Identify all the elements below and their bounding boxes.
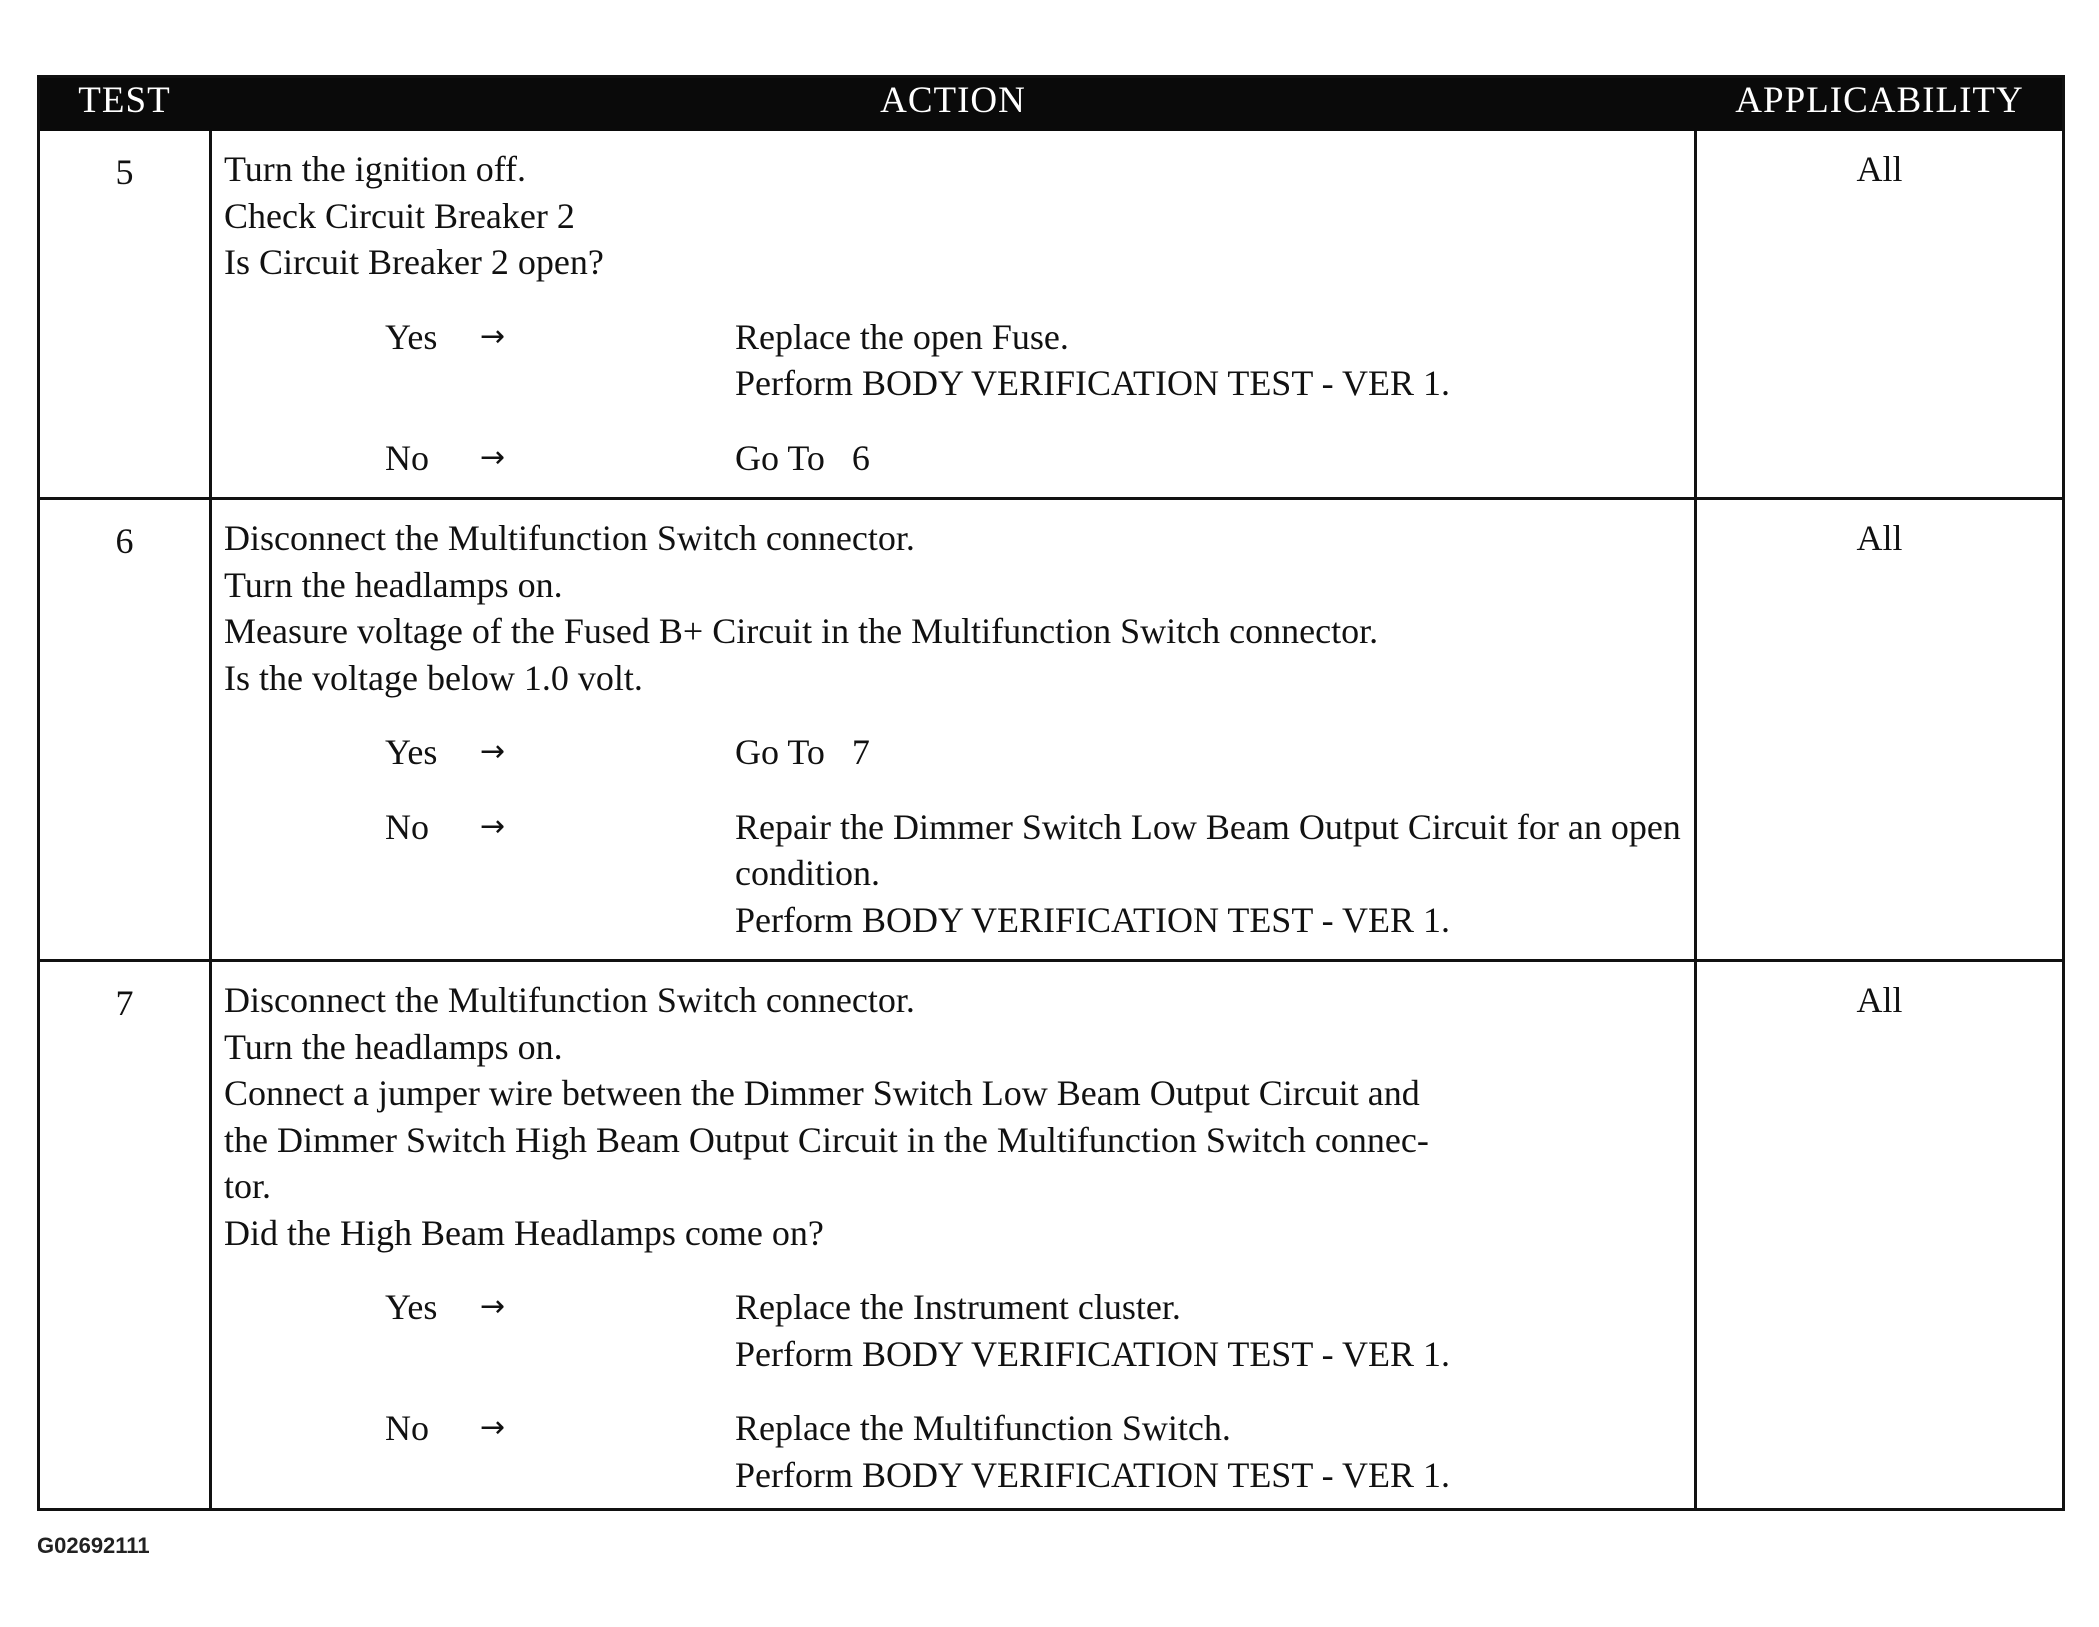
header-action: ACTION (880, 80, 1026, 121)
right-arrow-icon: → (480, 439, 506, 475)
no-branch (224, 804, 1686, 944)
yes-label: Yes (385, 732, 438, 772)
action-step: Turn the headlamps on. (224, 564, 563, 605)
action-cell (224, 977, 1686, 1498)
action-step: Check Circuit Breaker 2 (224, 195, 575, 236)
yes-result: Replace the Instrument cluster. (735, 1287, 1181, 1327)
action-step: Disconnect the Multifunction Switch connector. (224, 980, 915, 1020)
yes-result: Perform BODY VERIFICATION TEST - VER 1. (735, 1333, 1451, 1374)
no-label: No (385, 806, 429, 847)
table-row-test-7 (40, 962, 2062, 1508)
table-row-test-6 (40, 500, 2062, 962)
yes-result: Perform BODY VERIFICATION TEST - VER 1. (735, 363, 1451, 403)
action-step: Connect a jumper wire between the Dimmer Switch Low Beam Output Circuit and (224, 1073, 1420, 1113)
action-step: Measure voltage of the Fused B+ Circuit in the Multifunction Switch connector. (224, 611, 1379, 651)
no-label: No (385, 437, 429, 478)
test-number: 5 (115, 152, 134, 192)
no-result: Replace the Multifunction Switch. (735, 1408, 1231, 1448)
action-step: the Dimmer Switch High Beam Output Circuit in the Multifunction Switch connec- (224, 1119, 1429, 1160)
diagnostic-test-table (37, 75, 2065, 1511)
no-result: Perform BODY VERIFICATION TEST - VER 1. (735, 899, 1451, 940)
no-result: Repair the Dimmer Switch Low Beam Output Circuit for an open (735, 806, 1681, 847)
yes-result: Go To 7 (735, 732, 870, 772)
test-number: 6 (115, 521, 134, 561)
no-result: condition. (735, 853, 880, 893)
action-step: Did the High Beam Headlamps come on? (224, 1212, 824, 1253)
right-arrow-icon: → (480, 318, 506, 354)
action-step: Is Circuit Breaker 2 open? (224, 242, 604, 282)
yes-branch (224, 729, 1686, 776)
action-step: Disconnect the Multifunction Switch connector. (224, 518, 915, 558)
right-arrow-icon: → (480, 734, 506, 769)
action-cell (224, 146, 1686, 481)
action-cell (224, 515, 1686, 943)
right-arrow-icon: → (480, 1289, 506, 1324)
yes-label: Yes (385, 1287, 438, 1327)
header-test: TEST (78, 80, 171, 121)
applicability-cell: All (1856, 149, 1903, 189)
no-branch (224, 435, 1686, 482)
table-row-test-5 (40, 131, 2062, 500)
yes-label: Yes (385, 316, 438, 357)
right-arrow-icon: → (480, 1410, 506, 1445)
action-step: tor. (224, 1166, 272, 1206)
test-number: 7 (115, 983, 134, 1023)
table-header (40, 78, 2062, 131)
no-result: Perform BODY VERIFICATION TEST - VER 1. (735, 1454, 1451, 1495)
figure-code: G02692111 (37, 1533, 150, 1558)
applicability-cell: All (1856, 980, 1903, 1020)
action-step: Is the voltage below 1.0 volt. (224, 657, 643, 698)
yes-branch (224, 314, 1686, 407)
no-result: Go To 6 (735, 437, 870, 478)
right-arrow-icon: → (480, 808, 506, 844)
no-branch (224, 1405, 1686, 1498)
header-applicability: APPLICABILITY (1735, 80, 2024, 121)
yes-result: Replace the open Fuse. (735, 316, 1069, 357)
action-step: Turn the ignition off. (224, 149, 527, 189)
no-label: No (385, 1408, 429, 1448)
action-step: Turn the headlamps on. (224, 1026, 563, 1067)
yes-branch (224, 1284, 1686, 1377)
applicability-cell: All (1856, 518, 1903, 558)
